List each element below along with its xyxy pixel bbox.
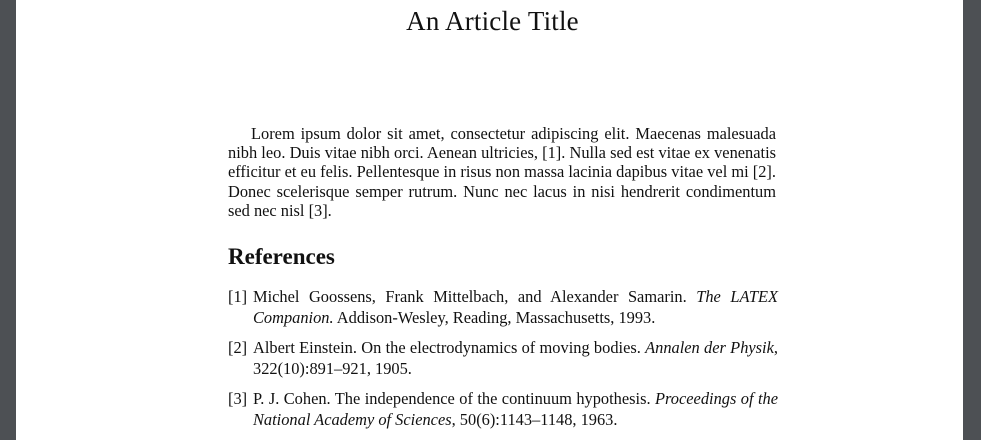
article-title: An Article Title (406, 6, 579, 36)
reference-journal: Proceedings of the National Academy of Sciences (253, 389, 778, 429)
reference-item (228, 338, 778, 379)
viewer-frame-left (0, 0, 16, 440)
reference-details: , 50(6):1143–1148, 1963. (451, 409, 618, 429)
reference-label: [1] (228, 287, 248, 306)
body-paragraph: Lorem ipsum dolor sit amet, consectetur adipiscing elit. Maecenas malesuada nibh leo. Duis vitae nibh orci. Aenean ultricies, [1]. Nulla sed est vitae ex venenatis efficitur et eu felis. Pellentesque in risus non massa lacinia dapibus vitae vel mi [2]. Donec scelerisque semper rutrum. Nunc nec lacus in nisi hendrerit condimentum sed nec nisl [3]. (228, 124, 776, 220)
reference-journal: Annalen der Physik (645, 338, 774, 357)
reference-authors: P. J. Cohen. (253, 389, 331, 408)
reference-label: [2] (228, 338, 248, 357)
viewer-frame-right (963, 0, 981, 440)
reference-article-title: On the electrodynamics of moving bodies. (361, 338, 641, 357)
reference-list (228, 287, 778, 440)
references-heading: References (228, 244, 335, 269)
reference-details: Addison-Wesley, Reading, Massachusetts, 1993. (336, 307, 656, 327)
reference-label: [3] (228, 389, 248, 408)
reference-details: , 322(10):891–921, 1905. (253, 338, 778, 378)
reference-item (228, 287, 778, 328)
reference-authors: Albert Einstein. (253, 338, 357, 357)
reference-book-title: The LATEX Companion. (253, 287, 779, 327)
reference-item (228, 389, 778, 430)
reference-article-title: The independence of the continuum hypothesis. (334, 389, 651, 408)
reference-authors: Michel Goossens, Frank Mittelbach, and Alexander Samarin. (253, 287, 687, 306)
